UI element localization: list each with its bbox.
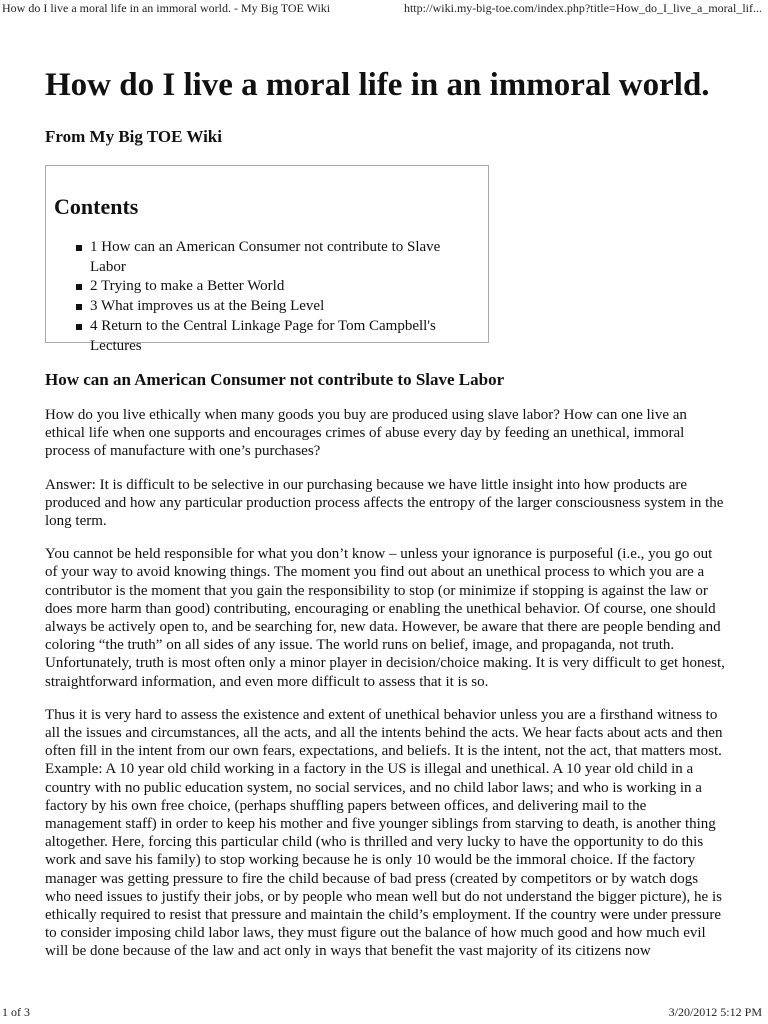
print-header-title: How do I live a moral life in an immoral world. - My Big TOE Wiki bbox=[2, 1, 331, 15]
paragraph-3: You cannot be held responsible for what you don’t know – unless your ignorance is purposeful (i.e., you go out of your way to avoid knowing things. The moment you find out about an unethical process to which you are a contributor is the moment that you gain the responsibility to stop (or minimize if stopping is against the law or does more harm than good) contributing, encouraging or enabling the unethical behavior. Of course, one should always be actively open to, and be searching for, new data. However, be aware that there are people bending and coloring “the truth” on all sides of any issue. The world runs on belief, image, and propaganda, not truth. Unfortunately, truth is most often only a minor player in decision/choice making. It is very difficult to get honest, straightforward information, and even more difficult to assess that it is so. bbox=[45, 546, 725, 690]
toc-title: Contents bbox=[54, 194, 139, 219]
paragraph-2: Answer: It is difficult to be selective in our purchasing because we have little insight into how products are produced and how any particular production process affects the entropy of the larger consciousness system in the long term. bbox=[45, 476, 724, 530]
page-number: 1 of 3 bbox=[2, 1005, 30, 1019]
print-datetime: 3/20/2012 5:12 PM bbox=[668, 1005, 762, 1019]
article-content bbox=[45, 64, 725, 961]
section-heading: How can an American Consumer not contribute to Slave Labor bbox=[45, 370, 505, 389]
paragraph-1: How do you live ethically when many goods you buy are produced using slave labor? How can one live an ethical life when one supports and encourages crimes of abuse every day by feeding an unethical, immoral process of manufacture with one’s purchases? bbox=[45, 407, 687, 460]
table-of-contents bbox=[45, 165, 489, 354]
print-footer bbox=[0, 1006, 768, 1024]
toc-item-2[interactable]: 2 Trying to make a Better World bbox=[76, 277, 478, 297]
toc-item-4[interactable]: 4 Return to the Central Linkage Page for Tom Campbell's Lectures bbox=[76, 317, 478, 356]
page-title: How do I live a moral life in an immoral world. bbox=[45, 67, 710, 103]
toc-list bbox=[54, 238, 478, 356]
page-subtitle: From My Big TOE Wiki bbox=[45, 127, 222, 146]
toc-item-1[interactable]: 1 How can an American Consumer not contribute to Slave Labor bbox=[76, 238, 478, 277]
print-header bbox=[0, 0, 768, 20]
toc-item-3[interactable]: 3 What improves us at the Being Level bbox=[76, 297, 478, 317]
paragraph-4: Thus it is very hard to assess the existence and extent of unethical behavior unless you are a firsthand witness to all the issues and circumstances, all the acts, and all the intents behind the acts. We hear facts about acts and then often fill in the intent from our own fears, expectations, and beliefs. It is the intent, not the act, that matters most. Example: A 10 year old child working in a factory in the US is illegal and unethical. A 10 year old child in a country with no public education system, no social services, and no child labor laws; and who is working in a factory by his own free choice, (perhaps shuffling papers between offices, and delivering mail to the management staff) in order to keep his mother and five younger siblings from starving to death, is another thing altogether. Here, forcing this particular child (who is thrilled and very lucky to have the opportunity to do this work and save his family) to stop working because he is only 10 would be the immoral choice. If the factory manager was getting pressure to fire the child because of bad press (created by competitors or by watch dogs who need issues to justify their jobs, or by people who mean well but do not understand the bigger picture), he is ethically required to resist that pressure and maintain the child’s employment. If the country were under pressure to consider imposing child labor laws, they must figure out the balance of how much good and how much evil will be done because of the law and act only in ways that benefit the vast majority of its citizens now bbox=[45, 706, 723, 960]
print-header-url: http://wiki.my-big-toe.com/index.php?title=How_do_I_live_a_moral_lif... bbox=[403, 1, 762, 15]
